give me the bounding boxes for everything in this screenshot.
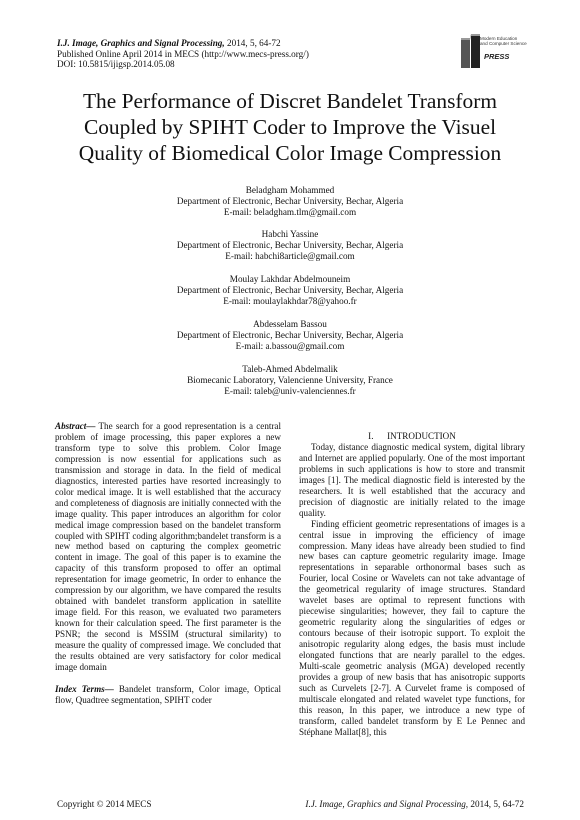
- left-column: [55, 421, 281, 706]
- abstract-text: The search for a good representation is a central problem of image processing, this paper explores a new transform type to solve this problem. Color Image compression is now essential for applications such as transmission and storage in data. In the field of medical diagnostics, interested parties have resorted increasingly to color medical image. It is well established that the accuracy and completeness of diagnosis are initially connected with the image quality. This paper introduces an algorithm for color medical image compression based on the bandelet transform coupled with SPIHT coding algorithm;bandelet transform is a new method based on capturing the complex geometric content in image. The goal of this paper is to examine the capacity of this transform proposed to offer an optimal representation for image geometric, In order to enhance the compression by our algorithm, we have compared the results obtained with bandelet transform application in satellite image field. For this reason, we evaluated two parameters known for their calculation speed. The first parameter is the PSNR; the second is MSSIM (structural similarity) to measure the quality of compressed image. We concluded that the results obtained are very satisfactory for color medical image domain: [55, 421, 281, 672]
- journal-header: [57, 38, 309, 70]
- footer-copyright: Copyright © 2014 MECS: [57, 799, 152, 809]
- author-block: [60, 274, 520, 306]
- index-terms: [55, 684, 281, 706]
- author-block: [60, 319, 520, 351]
- author-block: [60, 229, 520, 261]
- abstract-label: Abstract—: [55, 421, 96, 431]
- author-affiliation: Department of Electronic, Bechar University, Bechar, Algeria: [176, 329, 404, 340]
- author-email: E-mail: a.bassou@gmail.com: [235, 340, 345, 351]
- author-affiliation: Department of Electronic, Bechar University, Bechar, Algeria: [176, 195, 404, 206]
- section-heading: I. INTRODUCTION: [368, 431, 456, 441]
- journal-volume: 2014, 5, 64-72: [224, 38, 281, 48]
- publisher-logo: [458, 30, 538, 72]
- doi-line: DOI: 10.5815/ijigsp.2014.05.08: [57, 59, 175, 70]
- author-email: E-mail: moulaylakhdar78@yahoo.fr: [223, 295, 357, 306]
- author-name: Taleb-Ahmed Abdelmalik: [242, 364, 338, 374]
- logo-text: Modern Education and Computer Science: [480, 36, 527, 47]
- index-terms-label: Index Terms—: [55, 683, 114, 694]
- author-affiliation: Department of Electronic, Bechar University, Bechar, Algeria: [176, 239, 404, 250]
- intro-paragraph: Today, distance diagnostic medical system, digital library and Internet are applied popularly. One of the most important problems in such applications is how to store and transmit images [1]. The medical diagnostic field is interested by the researchers. It is well established that the accuracy and precision of diagnostic are initially related to the image quality.: [299, 441, 525, 518]
- journal-name: I.J. Image, Graphics and Signal Processing,: [57, 38, 225, 48]
- author-block: [60, 364, 520, 396]
- logo-press: PRESS: [484, 52, 510, 61]
- author-email: E-mail: habchi8article@gmail.com: [225, 250, 355, 261]
- author-name: Moulay Lakhdar Abdelmouneim: [229, 274, 351, 284]
- author-email: E-mail: taleb@univ-valenciennes.fr: [224, 385, 356, 396]
- author-name: Habchi Yassine: [261, 229, 319, 239]
- published-line: Published Online April 2014 in MECS (http://www.mecs-press.org/): [57, 48, 309, 59]
- abstract: [55, 421, 281, 673]
- footer-journal: I.J. Image, Graphics and Signal Processing, 2014, 5, 64-72: [305, 799, 524, 809]
- right-column: [299, 431, 525, 738]
- author-block: [60, 185, 520, 217]
- author-affiliation: Biomecanic Laboratory, Valencienne University, France: [187, 374, 393, 385]
- author-email: E-mail: beladgham.tlm@gmail.com: [223, 206, 357, 217]
- author-affiliation: Department of Electronic, Bechar University, Bechar, Algeria: [176, 284, 404, 295]
- author-name: Beladgham Mohammed: [245, 185, 335, 195]
- index-terms-text: Bandelet transform, Color image, Optical flow, Quadtree segmentation, SPIHT coder: [55, 683, 281, 705]
- intro-paragraph: Finding efficient geometric representations of images is a central issue in improving the efficiency of image compression. Many ideas have already been studied to find new bases can capture geometric regularity image. Image representations in separable orthonormal bases such as Fourier, local Cosine or Wavelets can not take advantage of the geometrical regularity of image structures. Standard wavelet bases are optimal to represent functions with piecewise singularities; however, they fail to capture the geometric regularity along the singularities of edges or contours because of their isotropic support. To exploit the anisotropic regularity along edges, the basis must include elongated functions that are nearly parallel to the edges. Multi-scale geometric analysis (MGA) developed recently provides a group of new basis that has anisotropic supports such as Curvelets [2-7]. A Curvelet frame is composed of multiscale elongated and related wavelet type functions, for this reason, In this paper, we introduce a new type of transform, called bandelet transform by E Le Pennec and Stéphane Mallat[8], this: [299, 518, 525, 737]
- author-name: Abdesselam Bassou: [253, 319, 327, 329]
- paper-title: The Performance of Discret Bandelet Transform Coupled by SPIHT Coder to Improve the Visuel Quality of Biomedical Color Image Compression: [78, 89, 502, 165]
